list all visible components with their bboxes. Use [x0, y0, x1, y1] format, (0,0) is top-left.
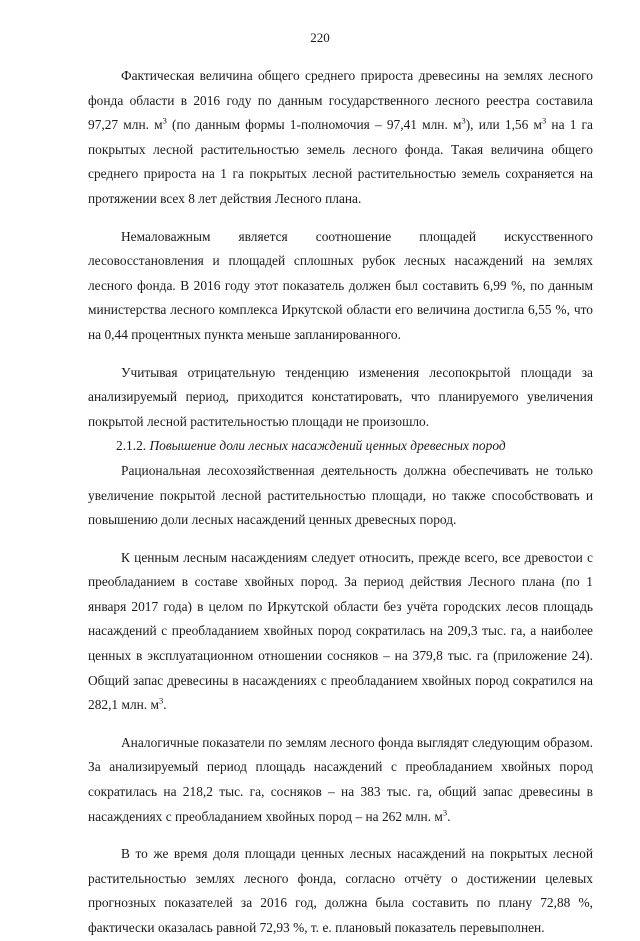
section-heading: [88, 434, 593, 459]
paragraph-reforestation-ratio: Немаловажным является соотношение площадей искусственного лесовосстановления и площадей сплошных рубок лесных насаждений на землях лесного фонда. В 2016 году этот показатель должен был составить 6,99 %, по данным министерства лесного комплекса Иркутской области его величина достигла 6,55 %, что на 0,44 процентных пункта меньше запланированного.: [88, 228, 593, 342]
paragraph-growth: Фактическая величина общего среднего прироста древесины на землях лесного фонда области в 2016 году по данным государственного лесного реестра составила 97,27 млн. $м^3$ (по данным формы 1-полномочия – 97,41 млн. $м^3$), или 1,56 $м^3$ на 1 га покрытых лесной растительностью земель лесного фонда. Такая величина общего среднего прироста на 1 га покрытых лесной растительностью земель сохраняется на протяжении всех 8 лет действия Лесного плана.: [88, 68, 593, 206]
paragraph-forest-fund-indicators: Аналогичные показатели по землям лесного фонда выглядят следующим образом. За анализируемый период площадь насаждений с преобладанием хвойных пород сократилась на 218,2 тыс. га, сосняков – на 383 тыс. га, общий запас древесины в насаждениях с преобладанием хвойных пород – на 262 млн. $м^3$.: [88, 734, 593, 824]
paragraph-valuable-stands: К ценным лесным насаждениям следует относить, прежде всего, все древостои с преобладанием в составе хвойных пород. За период действия Лесного плана (по 1 января 2017 года) в целом по Иркутской области без учёта городских лесов площадь насаждений с преобладанием хвойных пород сократилась на 209,3 тыс. га, а наиболее ценных в эксплуатационном отношении сосняков – на 379,8 тыс. га (приложение 24). Общий запас древесины в насаждениях с преобладанием хвойных пород сократился на 282,1 млн. $м^3$.: [88, 549, 593, 713]
section-title: Повышение доли лесных насаждений ценных древесных пород: [149, 438, 506, 454]
paragraph-valuable-share: В то же время доля площади ценных лесных насаждений на покрытых лесной растительностью землях лесного фонда, согласно отчёту о достижении целевых прогнозных показателей за 2016 год, должна была составить по плану 72,88 %, фактически оказалась равной 72,93 %, т. е. плановый показатель перевыполнен.: [88, 846, 593, 935]
section-number: 2.1.2.: [116, 438, 147, 454]
document-body: [88, 64, 593, 941]
page-number: 220: [310, 30, 330, 45]
paragraph-forest-area-trend: Учитывая отрицательную тенденцию изменения лесопокрытой площади за анализируемый период, приходится констатировать, что планируемого увеличения покрытой лесной растительностью площади не произошло.: [88, 364, 593, 429]
paragraph-rational-forestry: Рациональная лесохозяйственная деятельность должна обеспечивать не только увеличение покрытой лесной растительностью площади, но также способствовать и повышению доли лесных насаждений ценных древесных пород.: [88, 462, 593, 528]
